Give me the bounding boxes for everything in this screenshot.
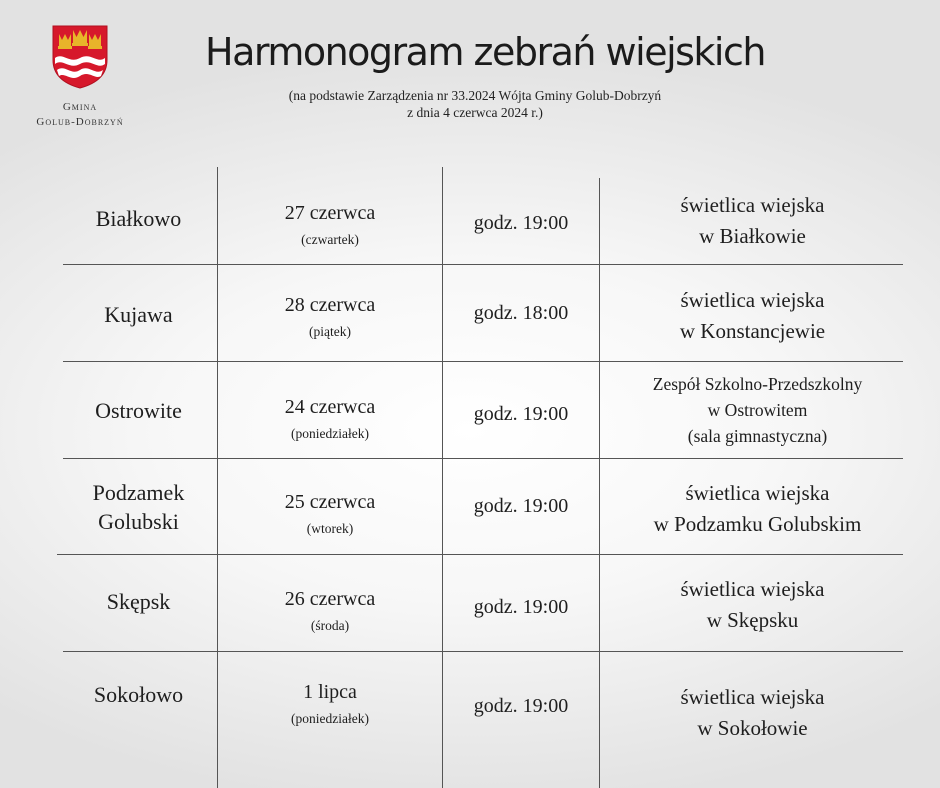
- table-row-village: [60, 459, 217, 554]
- village-name-line-2: Golubski: [98, 508, 179, 534]
- meeting-place-line-1: świetlica wiejska: [680, 685, 825, 709]
- table-row-place: [600, 362, 915, 458]
- meeting-time: godz. 19:00: [473, 595, 569, 618]
- table-row-place: [600, 270, 905, 361]
- table-row-date: [218, 184, 442, 264]
- meeting-place-line-2: w Sokołowie: [697, 716, 808, 740]
- table-row-date: [218, 362, 442, 458]
- page-subtitle: [200, 87, 750, 121]
- meeting-place-line-1: Zespół Szkolno-Przedszkolny: [652, 374, 863, 394]
- meeting-time: godz. 19:00: [473, 495, 569, 517]
- meeting-place-line-2: w Białkowie: [699, 224, 806, 248]
- meeting-weekday: (poniedziałek): [291, 711, 369, 726]
- table-row-village: [60, 362, 217, 458]
- table-row-time: [443, 459, 599, 554]
- meeting-date: 24 czerwca: [284, 396, 376, 418]
- table-row-time: [443, 652, 599, 760]
- meeting-time: godz. 19:00: [473, 694, 569, 717]
- meeting-weekday: (poniedziałek): [291, 426, 369, 441]
- meeting-weekday: (wtorek): [306, 521, 354, 536]
- village-name: Skępsk: [106, 589, 171, 614]
- meeting-time: godz. 18:00: [473, 301, 569, 324]
- meeting-place-line-1: świetlica wiejska: [680, 287, 825, 312]
- village-name: Ostrowite: [95, 397, 182, 423]
- table-row-date: [218, 555, 442, 651]
- meeting-place-line-1: świetlica wiejska: [685, 481, 830, 505]
- table-row-village: [60, 172, 217, 264]
- table-row-place: [600, 178, 905, 264]
- village-name: Kujawa: [104, 302, 173, 327]
- village-name: Sokołowo: [93, 682, 184, 707]
- village-name-line-1: Podzamek: [92, 479, 185, 505]
- meeting-place-line-1: świetlica wiejska: [680, 576, 825, 601]
- meeting-time: godz. 19:00: [473, 211, 569, 234]
- meeting-weekday: (czwartek): [301, 232, 359, 247]
- village-name: Białkowo: [95, 205, 182, 231]
- meeting-date: 28 czerwca: [284, 294, 376, 316]
- table-row-place: [600, 558, 905, 651]
- table-row-place: [600, 652, 905, 778]
- table-row-village: [60, 268, 217, 361]
- table-row-date: [218, 652, 442, 788]
- meeting-weekday: (środa): [310, 618, 350, 633]
- subtitle-line-2: z dnia 4 czerwca 2024 r.): [407, 105, 543, 120]
- table-row-village: [60, 652, 217, 788]
- meeting-place-line-2: w Podzamku Golubskim: [653, 512, 862, 536]
- meeting-date: 27 czerwca: [284, 202, 376, 224]
- meeting-weekday: (piątek): [309, 324, 351, 339]
- table-row-time: [443, 559, 599, 655]
- table-row-date: [218, 459, 442, 554]
- table-row-time: [443, 265, 599, 361]
- table-row-place: [600, 464, 915, 554]
- logo-line-gmina: Gmina: [62, 101, 98, 113]
- meeting-place-line-2: w Konstancjewie: [679, 318, 826, 343]
- table-row-date: [218, 265, 442, 361]
- logo-line-name: Golub-Dobrzyń: [36, 116, 124, 128]
- page-title: Harmonogram zebrań wiejskich: [205, 30, 765, 74]
- meeting-place-line-2: w Skępsku: [706, 607, 799, 632]
- meeting-date: 26 czerwca: [284, 588, 376, 610]
- municipality-logo: [28, 24, 132, 130]
- subtitle-line-1: (na podstawie Zarządzenia nr 33.2024 Wójta Gminy Golub-Dobrzyń: [288, 88, 662, 103]
- table-row-village: [60, 555, 217, 651]
- meeting-place-line-1: świetlica wiejska: [680, 193, 825, 217]
- meeting-place-line-3: (sala gimnastyczna): [687, 426, 828, 446]
- table-row-time: [443, 182, 599, 264]
- coat-of-arms-icon: [51, 24, 109, 90]
- table-row-time: [443, 366, 599, 462]
- meeting-time: godz. 19:00: [473, 402, 569, 425]
- meeting-date: 1 lipca: [303, 681, 357, 703]
- meeting-place-line-2: w Ostrowitem: [707, 400, 808, 420]
- meeting-date: 25 czerwca: [284, 491, 376, 513]
